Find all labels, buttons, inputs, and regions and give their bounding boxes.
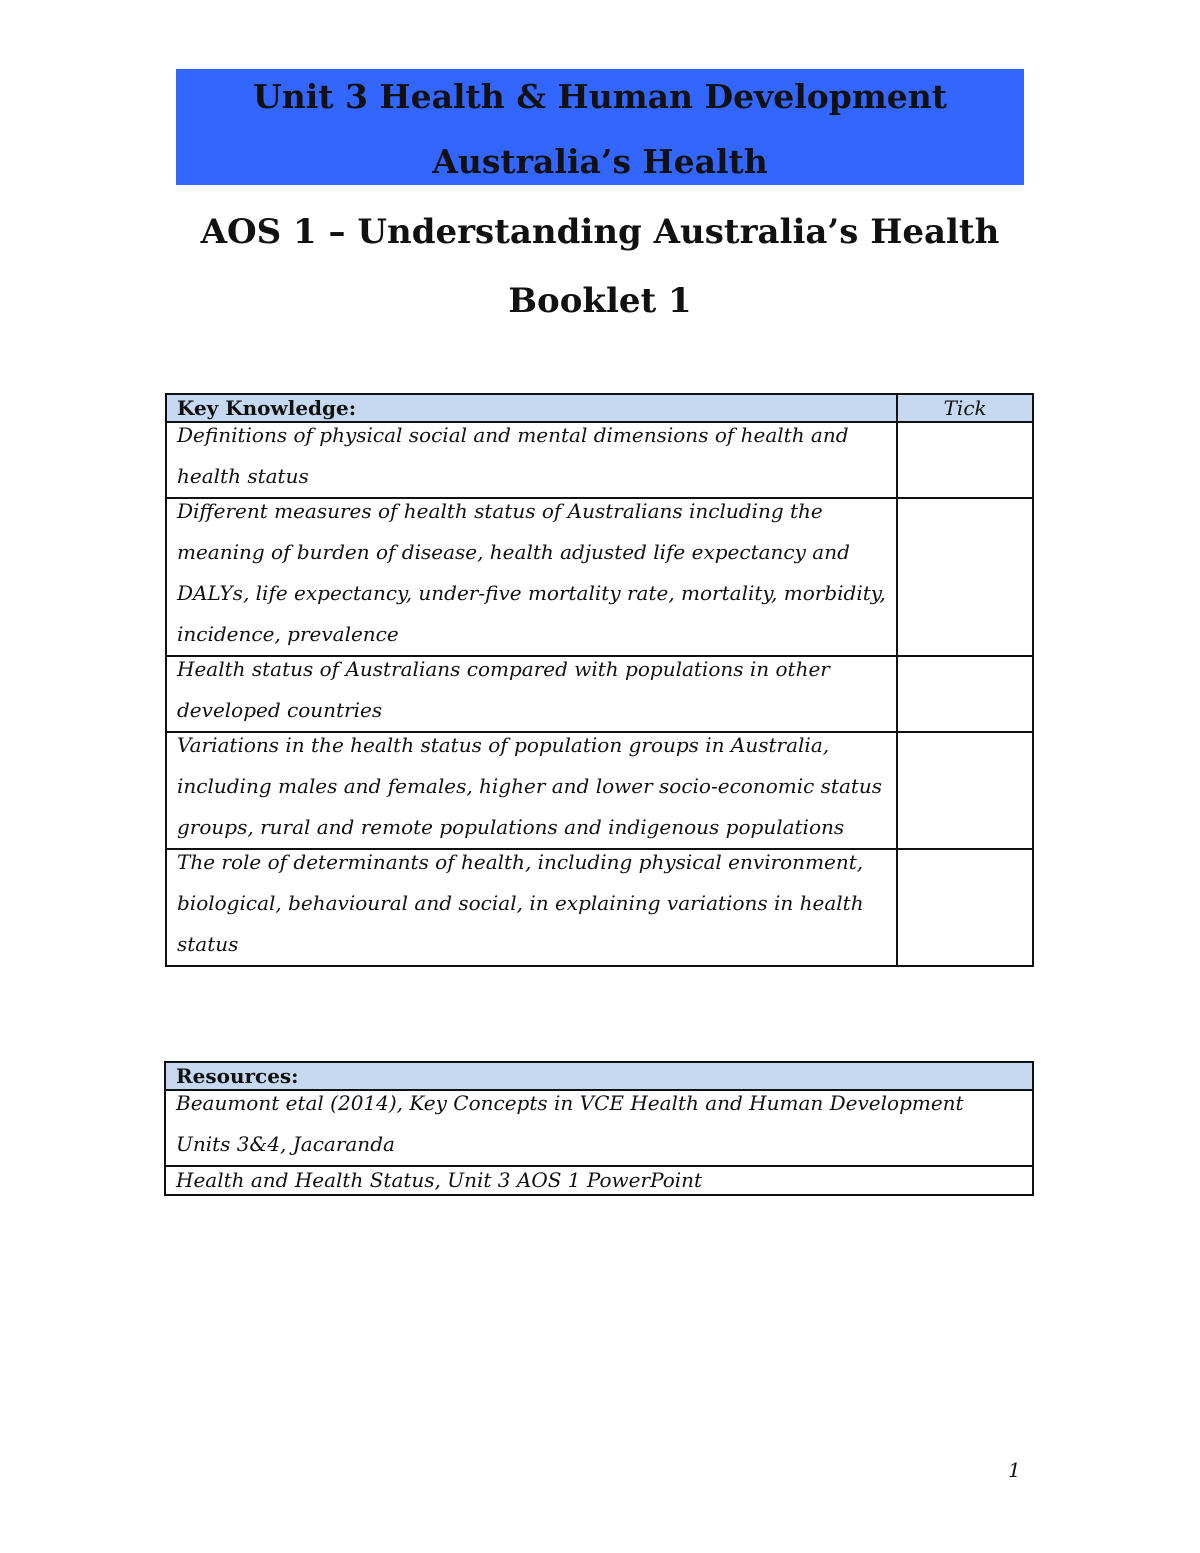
- table-row: [165, 1166, 1033, 1195]
- tick-cell[interactable]: [897, 732, 1033, 849]
- resources-header: Resources:: [165, 1062, 1033, 1090]
- tick-cell[interactable]: [897, 849, 1033, 966]
- knowledge-item: Definitions of physical social and mental dimensions of health and health status: [177, 423, 849, 488]
- tick-header: Tick: [897, 394, 1033, 422]
- page-number: 1: [1008, 1458, 1021, 1482]
- booklet-heading: Booklet 1: [508, 281, 692, 321]
- knowledge-item: The role of determinants of health, including physical environment, biological, behavioural and social, in explaining variations in health status: [177, 850, 864, 956]
- key-knowledge-header: Key Knowledge:: [166, 394, 897, 422]
- key-knowledge-table: [165, 393, 1034, 967]
- table-row: [166, 732, 1033, 849]
- tick-cell[interactable]: [897, 422, 1033, 498]
- table-row: [165, 1090, 1033, 1166]
- knowledge-item: Different measures of health status of Australians including the meaning of burden of disease, health adjusted life expectancy and DALYs, life expectancy, under-five mortality rate, mortality, morbidity, incidence, prevalence: [177, 499, 886, 646]
- section-heading: AOS 1 – Understanding Australia’s Health: [200, 212, 1000, 252]
- resources-table: [164, 1061, 1034, 1196]
- resource-item: Health and Health Status, Unit 3 AOS 1 PowerPoint: [176, 1168, 703, 1192]
- resource-item: Beaumont etal (2014), Key Concepts in VCE Health and Human Development Units 3&4, Jacaranda: [176, 1091, 964, 1156]
- table-row: [166, 498, 1033, 656]
- tick-cell[interactable]: [897, 498, 1033, 656]
- knowledge-item: Health status of Australians compared with populations in other developed countries: [177, 657, 830, 722]
- banner-subtitle: Australia’s Health: [432, 142, 768, 181]
- banner-title: Unit 3 Health & Human Development: [252, 77, 948, 116]
- table-row: [166, 849, 1033, 966]
- tick-cell[interactable]: [897, 656, 1033, 732]
- knowledge-item: Variations in the health status of population groups in Australia, including males and females, higher and lower socio-economic status groups, rural and remote populations and indigenous populations: [177, 733, 883, 839]
- table-row: [166, 422, 1033, 498]
- table-row: [166, 656, 1033, 732]
